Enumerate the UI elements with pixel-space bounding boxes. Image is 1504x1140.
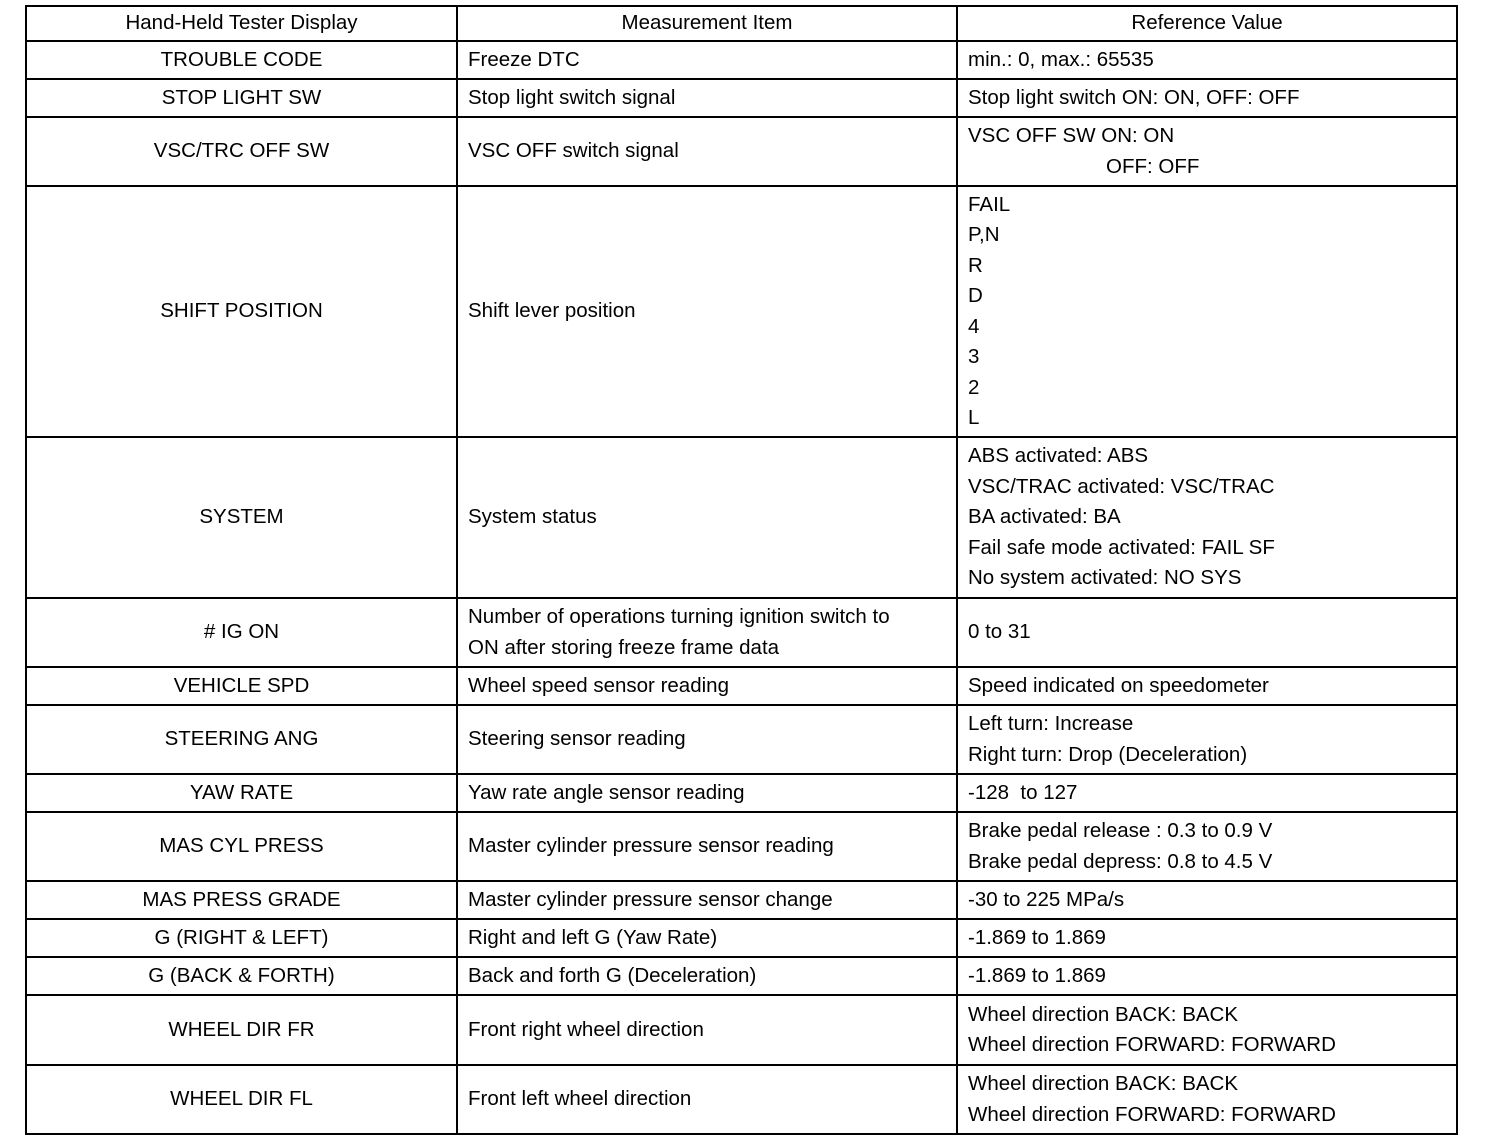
table-row <box>26 117 1457 186</box>
reference-value-line: -1.869 to 1.869 <box>968 963 1106 987</box>
cell-tester-display: # IG ON <box>26 598 457 667</box>
cell-measurement-item <box>457 774 957 812</box>
measurement-item-line: VSC OFF switch signal <box>468 139 679 163</box>
measurement-item-line: Wheel speed sensor reading <box>468 673 729 697</box>
reference-value-line: No system activated: NO SYS <box>968 566 1242 590</box>
cell-measurement-item <box>457 41 957 79</box>
reference-value-line: BA activated: BA <box>968 505 1121 529</box>
cell-measurement-item <box>457 995 957 1065</box>
cell-reference-value <box>957 667 1457 705</box>
reference-value-line: VSC/TRAC activated: VSC/TRAC <box>968 474 1275 498</box>
table-row <box>26 957 1457 995</box>
reference-value-line: Speed indicated on speedometer <box>968 673 1269 697</box>
header-tester-display: Hand-Held Tester Display <box>26 6 457 41</box>
header-reference-value: Reference Value <box>957 6 1457 41</box>
cell-tester-display: MAS CYL PRESS <box>26 812 457 881</box>
cell-tester-display: MAS PRESS GRADE <box>26 881 457 919</box>
cell-tester-display: STEERING ANG <box>26 705 457 774</box>
measurement-item-line: Steering sensor reading <box>468 727 686 751</box>
measurement-item-line: Yaw rate angle sensor reading <box>468 780 745 804</box>
cell-tester-display: SYSTEM <box>26 437 457 598</box>
table-row <box>26 881 1457 919</box>
data-list-table <box>25 5 1458 1135</box>
header-measurement-item: Measurement Item <box>457 6 957 41</box>
reference-value-line: Brake pedal release : 0.3 to 0.9 V <box>968 819 1273 842</box>
measurement-item-line: Number of operations turning ignition switch to <box>468 605 890 628</box>
reference-value-line: min.: 0, max.: 65535 <box>968 47 1154 71</box>
reference-value-line: Wheel direction FORWARD: FORWARD <box>968 1102 1336 1126</box>
measurement-item-line: Front right wheel direction <box>468 1017 704 1041</box>
table-row <box>26 186 1457 437</box>
table-row <box>26 919 1457 957</box>
table-row <box>26 437 1457 598</box>
reference-value-line: 0 to 31 <box>968 620 1031 644</box>
cell-reference-value <box>957 117 1457 186</box>
table-row <box>26 667 1457 705</box>
reference-value-line: Wheel direction FORWARD: FORWARD <box>968 1033 1336 1056</box>
cell-tester-display: VEHICLE SPD <box>26 667 457 705</box>
cell-reference-value <box>957 41 1457 79</box>
cell-reference-value <box>957 957 1457 995</box>
measurement-item-line: Freeze DTC <box>468 47 580 71</box>
measurement-item-line: ON after storing freeze frame data <box>468 635 780 659</box>
cell-measurement-item <box>457 437 957 598</box>
cell-measurement-item <box>457 705 957 774</box>
reference-value-line: VSC OFF SW ON: ON <box>968 124 1175 147</box>
table-row <box>26 79 1457 117</box>
reference-value-line: D <box>968 284 983 307</box>
cell-reference-value <box>957 705 1457 774</box>
cell-measurement-item <box>457 117 957 186</box>
cell-tester-display: SHIFT POSITION <box>26 186 457 437</box>
table-row <box>26 705 1457 774</box>
measurement-item-line: Shift lever position <box>468 299 636 323</box>
measurement-item-line: Stop light switch signal <box>468 85 676 109</box>
reference-value-line: Stop light switch ON: ON, OFF: OFF <box>968 85 1300 109</box>
cell-measurement-item <box>457 186 957 437</box>
table-row <box>26 598 1457 667</box>
cell-tester-display: YAW RATE <box>26 774 457 812</box>
reference-value-line: Left turn: Increase <box>968 712 1134 735</box>
cell-reference-value <box>957 1065 1457 1134</box>
reference-value-line: OFF: OFF <box>1106 154 1200 178</box>
cell-tester-display: STOP LIGHT SW <box>26 79 457 117</box>
measurement-item-line: System status <box>468 505 597 529</box>
cell-reference-value <box>957 79 1457 117</box>
cell-reference-value <box>957 437 1457 598</box>
measurement-item-line: Master cylinder pressure sensor change <box>468 887 833 911</box>
reference-value-line: FAIL <box>968 192 1011 216</box>
reference-value-line: -30 to 225 MPa/s <box>968 887 1125 911</box>
measurement-item-line: Right and left G (Yaw Rate) <box>468 925 718 949</box>
cell-reference-value <box>957 598 1457 667</box>
measurement-item-line: Front left wheel direction <box>468 1087 692 1111</box>
cell-measurement-item <box>457 667 957 705</box>
cell-tester-display: TROUBLE CODE <box>26 41 457 79</box>
table-row <box>26 812 1457 881</box>
measurement-item-line: Back and forth G (Deceleration) <box>468 963 757 987</box>
table-row <box>26 41 1457 79</box>
cell-tester-display: WHEEL DIR FR <box>26 995 457 1065</box>
table-row <box>26 774 1457 812</box>
cell-reference-value <box>957 812 1457 881</box>
cell-reference-value <box>957 919 1457 957</box>
cell-tester-display: WHEEL DIR FL <box>26 1065 457 1134</box>
cell-reference-value <box>957 995 1457 1065</box>
table-header-row <box>26 6 1457 41</box>
cell-reference-value <box>957 186 1457 437</box>
reference-value-line: 4 <box>968 314 980 338</box>
reference-value-line: Wheel direction BACK: BACK <box>968 1002 1239 1026</box>
reference-value-line: Fail safe mode activated: FAIL SF <box>968 535 1275 559</box>
cell-tester-display: G (BACK & FORTH) <box>26 957 457 995</box>
table-row <box>26 1065 1457 1134</box>
reference-value-line: R <box>968 253 983 277</box>
cell-measurement-item <box>457 919 957 957</box>
reference-value-line: 2 <box>968 375 980 399</box>
cell-measurement-item <box>457 79 957 117</box>
cell-tester-display: G (RIGHT & LEFT) <box>26 919 457 957</box>
reference-value-line: 3 <box>968 345 980 368</box>
cell-tester-display: VSC/TRC OFF SW <box>26 117 457 186</box>
reference-value-line: Brake pedal depress: 0.8 to 4.5 V <box>968 849 1273 873</box>
reference-value-line: Right turn: Drop (Deceleration) <box>968 742 1248 766</box>
measurement-item-line: Master cylinder pressure sensor reading <box>468 834 834 858</box>
table-body <box>26 41 1457 1134</box>
cell-measurement-item <box>457 598 957 667</box>
reference-value-line: ABS activated: ABS <box>968 444 1149 468</box>
reference-value-line: -1.869 to 1.869 <box>968 925 1106 949</box>
cell-measurement-item <box>457 1065 957 1134</box>
cell-measurement-item <box>457 881 957 919</box>
cell-measurement-item <box>457 957 957 995</box>
reference-value-line: -128 to 127 <box>968 780 1078 804</box>
reference-value-line: Wheel direction BACK: BACK <box>968 1072 1239 1095</box>
reference-value-line: P,N <box>968 223 1000 246</box>
cell-reference-value <box>957 774 1457 812</box>
cell-reference-value <box>957 881 1457 919</box>
reference-value-line: L <box>968 406 980 429</box>
table-row <box>26 995 1457 1065</box>
cell-measurement-item <box>457 812 957 881</box>
